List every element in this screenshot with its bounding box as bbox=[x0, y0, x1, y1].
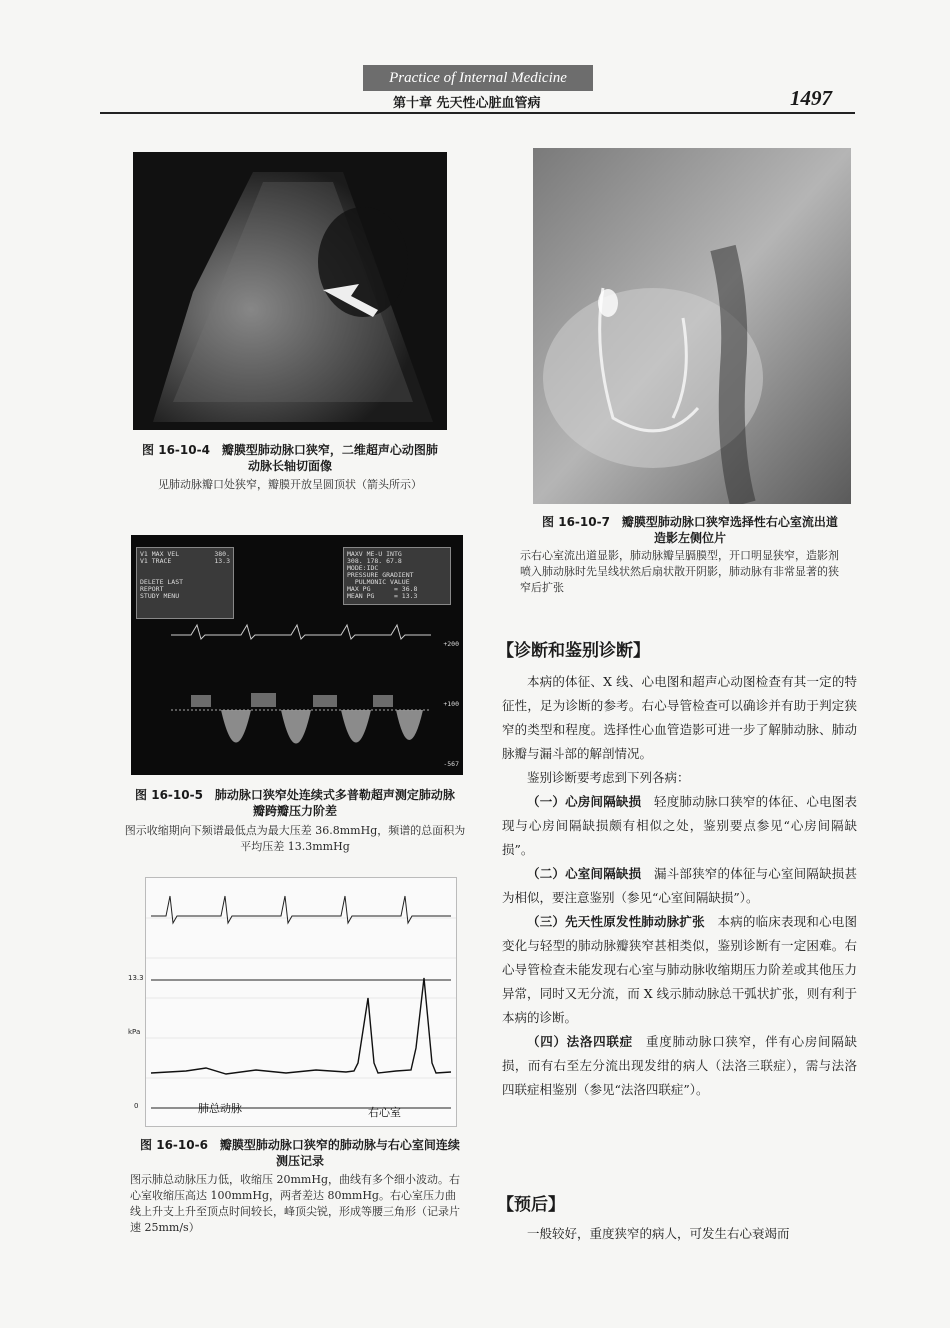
diff-item-3-label: （三）先天性原发性肺动脉扩张 bbox=[527, 914, 705, 929]
fig7-caption: 示右心室流出道显影，肺动脉瓣呈膈膜型，开口明显狭窄，造影剂喷入肺动脉时先呈线状然后扇状散开阴影，肺动脉有非常显著的狭窄后扩张 bbox=[520, 549, 839, 594]
prognosis-text bbox=[502, 1222, 857, 1246]
pressure-recording bbox=[128, 877, 457, 1127]
screen-left-text: V1 MAX VEL V1 TRACE DELETE LAST REPORT STUDY MENU bbox=[140, 550, 184, 600]
diff-item-4-label: （四）法洛四联症 bbox=[527, 1034, 633, 1049]
fig6-title: 图 16-10-6 瓣膜型肺动脉口狭窄的肺动脉与右心室间连续测压记录 bbox=[140, 1138, 460, 1168]
screen-left-values: 380. 13.3 bbox=[214, 550, 230, 565]
prognosis-paragraph: 一般较好，重度狭窄的病人，可发生右心衰竭而 bbox=[527, 1226, 790, 1241]
header-rule bbox=[100, 112, 855, 114]
y-axis-unit: kPa bbox=[128, 1028, 141, 1036]
diff-item-3-text: 本病的临床表现和心电图变化与轻型的肺动脉瓣狭窄甚相类似，鉴别诊断有一定困难。右心导管检查未能发现右心室与肺动脉收缩期压力阶差或其他压力异常，同时又无分流，而 X 线示肺动脉总干弧状扩张，则有利于本病的诊断。 bbox=[502, 914, 857, 1025]
fig4-title: 图 16-10-4 瓣膜型肺动脉口狭窄，二维超声心动图肺动脉长轴切面像 bbox=[142, 443, 438, 473]
page-number: 1497 bbox=[790, 86, 832, 110]
section-heading-diagnosis: 【诊断和鉴别诊断】 bbox=[497, 641, 650, 661]
fig7-title: 图 16-10-7 瓣膜型肺动脉口狭窄选择性右心室流出道造影左侧位片 bbox=[542, 515, 838, 545]
scale-top-label: +200 bbox=[443, 640, 459, 648]
diagnosis-paragraph-2: 鉴别诊断要考虑到下列各病： bbox=[527, 770, 690, 785]
journal-banner: Practice of Internal Medicine bbox=[363, 65, 593, 91]
diff-item-2 bbox=[502, 862, 857, 910]
diff-item-1-text: 轻度肺动脉口狭窄的体征、心电图表现与心房间隔缺损颇有相似之处，鉴别要点参见“心房间隔缺损”。 bbox=[502, 794, 857, 857]
fig5-caption: 图示收缩期向下频谱最低点为最大压差 36.8mmHg，频谱的总面积为平均压差 13.3mmHg bbox=[124, 824, 466, 853]
diff-item-3 bbox=[502, 910, 857, 1030]
echo-sector bbox=[133, 152, 447, 430]
diff-item-2-label: （二）心室间隔缺损 bbox=[527, 866, 642, 881]
pressure-chart bbox=[146, 878, 456, 1126]
y-axis-zero: 0 bbox=[134, 1102, 139, 1110]
label-right-ventricle: 右心室 bbox=[368, 1106, 401, 1119]
section-heading-prognosis: 【预后】 bbox=[497, 1195, 565, 1215]
screen-right-text: MAXV ME-U INTG 308. 178. 67.8 MODE:IDC PRESSURE GRADIENT PULMONIC VALUE MAX PG = 36.8 MEAN PG = 13.3 bbox=[347, 550, 418, 600]
label-pulmonary-artery: 肺总动脉 bbox=[198, 1102, 242, 1115]
scale-mid-label: +100 bbox=[443, 700, 459, 708]
diff-item-4 bbox=[502, 1030, 857, 1102]
chapter-title: 第十章 先天性心脏血管病 bbox=[393, 96, 541, 111]
diff-item-4-text: 重度肺动脉口狭窄，伴有心房间隔缺损，而有右至左分流出现发绀的病人（法洛三联症），需与法洛四联症相鉴别（参见“法洛四联症”）。 bbox=[502, 1034, 857, 1097]
diagnosis-paragraph-1: 本病的体征、X 线、心电图和超声心动图检查有其一定的特征性，足为诊断的参考。右心导管检查可以确诊并有助于判定狭窄的类型和程度。选择性心血管造影可进一步了解肺动脉、肺动脉瓣与漏斗部的解剖情况。 bbox=[502, 674, 857, 761]
fig4-caption: 见肺动脉瓣口处狭窄，瓣膜开放呈圆顶状（箭头所示） bbox=[158, 478, 422, 491]
diff-item-2-text: 漏斗部狭窄的体征与心室间隔缺损甚为相似，要注意鉴别（参见“心室间隔缺损”）。 bbox=[502, 866, 857, 905]
y-axis-top: 13.3 bbox=[128, 974, 144, 982]
angiogram-image bbox=[533, 148, 851, 504]
fig6-caption: 图示肺总动脉压力低，收缩压 20mmHg，曲线有多个细小波动。右心室收缩压高达 100mmHg，两者差达 80mmHg。右心室压力曲线上升支上升至顶点时间较长，峰顶尖锐，形成等腰三角形（记录片速 25mm/s） bbox=[130, 1173, 460, 1234]
scale-bottom-label: -567 bbox=[443, 760, 459, 768]
doppler-trace bbox=[131, 535, 463, 775]
diff-item-1-label: （一）心房间隔缺损 bbox=[527, 794, 642, 809]
diff-item-1 bbox=[502, 790, 857, 862]
fig5-title: 图 16-10-5 肺动脉口狭窄处连续式多普勒超声测定肺动脉瓣跨瓣压力阶差 bbox=[135, 788, 455, 818]
diagnosis-text bbox=[502, 670, 857, 1102]
angiogram-xray bbox=[533, 148, 851, 504]
doppler-screen bbox=[131, 535, 463, 775]
echo-image bbox=[133, 152, 447, 430]
